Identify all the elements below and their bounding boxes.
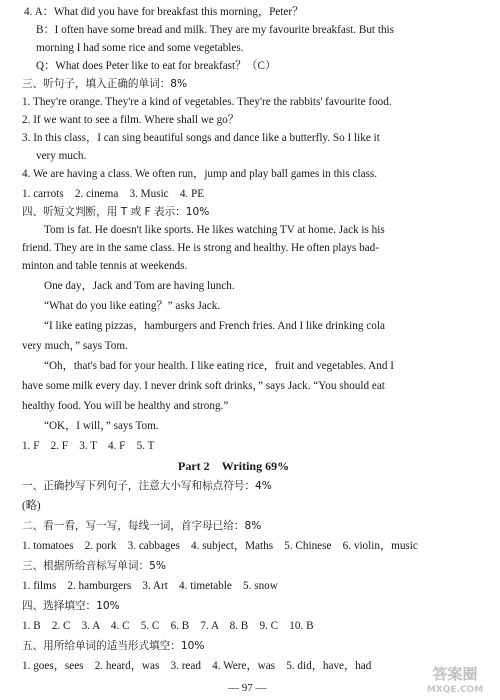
watermark-text-bottom: MXQE.COM	[426, 685, 484, 695]
answer-line: 1. B 2. C 3. A 4. C 5. C 6. B 7. A 8. B 9. C 10. B	[22, 620, 314, 632]
watermark-text-top: 答案圈	[432, 665, 478, 683]
passage-line: “What do you like eating？” asks Jack.	[44, 300, 221, 312]
dialogue-line: morning I had some rice and some vegetables.	[36, 42, 244, 54]
page-number: — 97 —	[228, 682, 267, 694]
answer-line: (略)	[22, 500, 41, 512]
section-heading: 一、正确抄写下列句子，注意大小写和标点符号：4%	[22, 480, 272, 492]
sentence-line: 1. They're orange. They're a kind of vegetables. They're the rabbits' favourite food.	[22, 96, 392, 108]
answer-line: 1. carrots 2. cinema 3. Music 4. PE	[22, 188, 205, 200]
passage-line: have some milk every day. I never drink soft drinks，” says Jack. “You should eat	[22, 380, 385, 392]
sentence-line: 4. We are having a class. We often run，jump and play ball games in this class.	[22, 168, 378, 180]
sentence-line: 2. If we want to see a film. Where shall we go？	[22, 114, 239, 126]
passage-line: healthy food. You will be healthy and strong.”	[22, 400, 229, 412]
passage-line: very much，” says Tom.	[22, 340, 128, 352]
passage-line: Tom is fat. He doesn't like sports. He likes watching TV at home. Jack is his	[44, 224, 385, 236]
dialogue-line: 4. A：What did you have for breakfast this morning，Peter？	[24, 6, 304, 18]
sentence-line: 3. In this class，I can sing beautiful songs and dance like a butterfly. So I like it	[22, 132, 380, 144]
dialogue-line: B：I often have some bread and milk. They are my favourite breakfast. But this	[36, 24, 394, 36]
answer-line: 1. films 2. hamburgers 3. Art 4. timetable 5. snow	[22, 580, 278, 592]
dialogue-question: Q：What does Peter like to eat for breakfast？（C）	[36, 60, 277, 72]
watermark-logo	[416, 662, 494, 696]
answer-line: 1. F 2. F 3. T 4. F 5. T	[22, 440, 155, 452]
passage-line: “Oh，that's bad for your health. I like eating rice，fruit and vegetables. And I	[44, 360, 394, 372]
section-heading: 三、听句子，填入正确的单词：8%	[22, 78, 188, 90]
section-heading: 二、看一看，写一写，每线一词，首字母已给：8%	[22, 520, 262, 532]
passage-line: “I like eating pizzas，hamburgers and French fries. And I like drinking cola	[44, 320, 385, 332]
section-heading: 四、听短文判断，用 T 或 F 表示：10%	[22, 206, 210, 218]
answer-line: 1. goes，sees 2. heard，was 3. read 4. Were，was 5. did，have，had	[22, 660, 372, 672]
sentence-line: very much.	[36, 150, 87, 162]
answer-line: 1. tomatoes 2. pork 3. cabbages 4. subject，Maths 5. Chinese 6. violin，music	[22, 540, 418, 552]
section-heading: 四、选择填空：10%	[22, 600, 120, 612]
passage-line: minton and table tennis at weekends.	[22, 260, 188, 272]
section-heading: 三、根据所给音标写单词：5%	[22, 560, 166, 572]
passage-line: “OK，I will，” says Tom.	[44, 420, 159, 432]
passage-line: friend. They are in the same class. He is strong and healthy. He often plays bad-	[22, 242, 379, 254]
passage-line: One day，Jack and Tom are having lunch.	[44, 280, 235, 292]
part-title: Part 2 Writing 69%	[178, 459, 290, 473]
section-heading: 五、用所给单词的适当形式填空：10%	[22, 640, 205, 652]
